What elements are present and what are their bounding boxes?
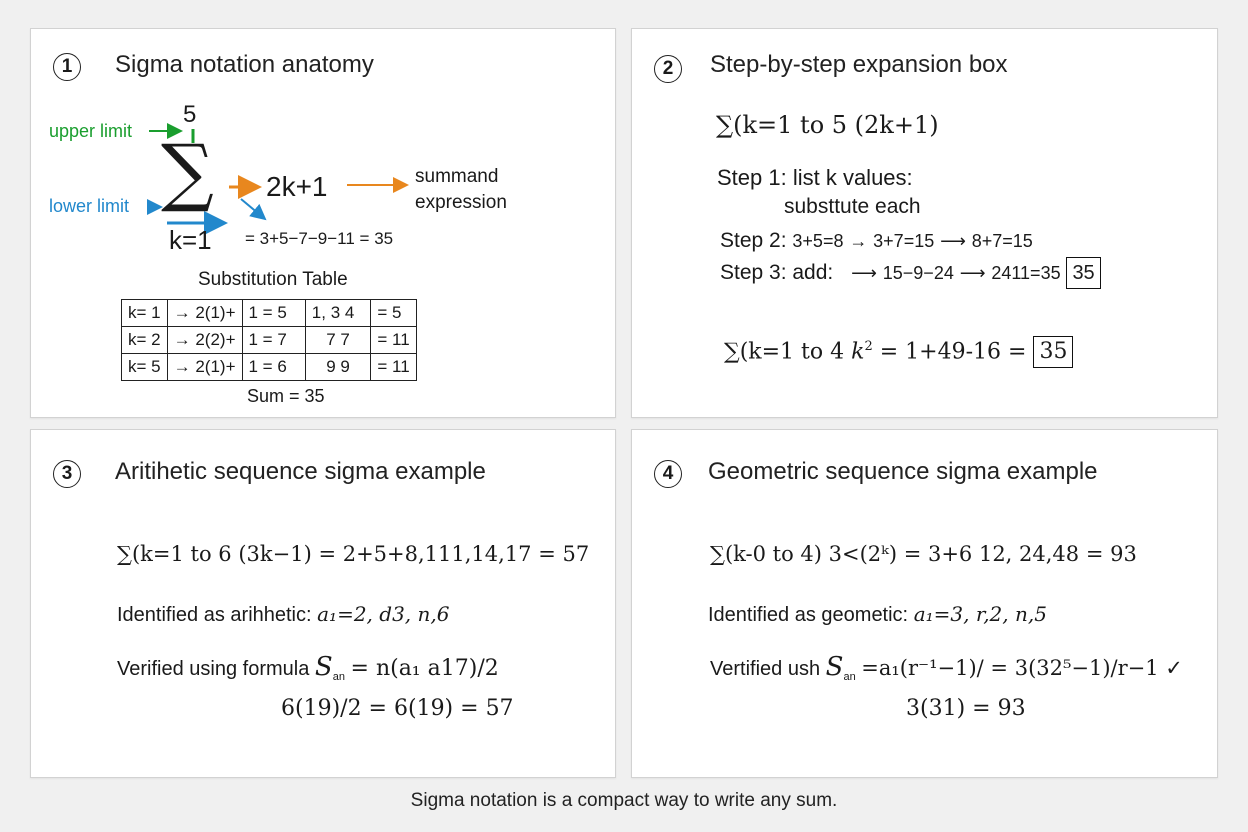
- expression-label: expression: [415, 192, 507, 213]
- panel-title: Aritihetic sequence sigma example: [115, 458, 486, 485]
- table-cell: = 11: [371, 327, 416, 354]
- panel-title: Sigma notation anatomy: [115, 51, 374, 78]
- upper-limit-label: upper limit: [49, 121, 133, 141]
- table-cell: k= 2: [122, 327, 168, 354]
- table-cell: 1 = 5: [242, 300, 305, 327]
- formula-subscript: an: [843, 671, 856, 683]
- table-cell: 1 = 6: [242, 354, 305, 381]
- sigma-line: ∑(k-0 to 4) 3<(2ᵏ) = 3+6 12, 24,48 = 93: [710, 542, 1137, 566]
- verified-row: [117, 652, 499, 683]
- step3-part-b: 2411=35: [991, 263, 1061, 283]
- step2-label: Step 2:: [720, 229, 787, 252]
- table-cell: → 2(1)+: [167, 354, 242, 381]
- lower-index: k=1: [169, 225, 212, 255]
- panel-title: Geometric sequence sigma example: [708, 458, 1098, 485]
- page-caption: Sigma notation is a compact way to write any sum.: [410, 790, 838, 811]
- step3-result-box: 35: [1066, 257, 1100, 289]
- table-title: Substitution Table: [198, 269, 348, 290]
- table-cell: k= 5: [122, 354, 168, 381]
- identified-row: [708, 602, 1047, 627]
- sigma-squares-prefix: ∑(k=1 to 4: [724, 339, 845, 365]
- identified-row: [117, 602, 449, 627]
- formula-body: =a₁(r⁻¹−1)/ = 3(32⁵−1)/r−1 ✓: [861, 656, 1183, 680]
- sigma-squares-result-box: 35: [1033, 336, 1073, 368]
- table-cell: = 5: [371, 300, 416, 327]
- panel-arithmetic-example: [30, 429, 616, 778]
- step2-part-a: 3+5=8: [792, 231, 844, 251]
- summand-expression: 2k+1: [266, 171, 328, 202]
- result-line: 3(31) = 93: [906, 696, 1026, 721]
- expansion-line: = 3+5−7−9−11 = 35: [245, 229, 394, 248]
- table-row: [122, 300, 417, 327]
- sigma-squares-expansion: = 1+49-16 =: [879, 339, 1027, 365]
- arrow-icon: →: [849, 231, 868, 251]
- result-line: 6(19)/2 = 6(19) = 57: [281, 696, 514, 721]
- step2-row: [720, 229, 1033, 253]
- table-sum: Sum = 35: [247, 386, 325, 406]
- table-row: [122, 354, 417, 381]
- sigma-line: ∑(k=1 to 6 (3k−1) = 2+5+8,111,14,17 = 57: [117, 542, 590, 566]
- lower-limit-label: lower limit: [49, 196, 130, 216]
- formula-body: = n(a₁ a17)/2: [350, 656, 499, 681]
- verified-text: Vertified ush: [710, 658, 821, 680]
- verified-text: Verified using formula: [117, 658, 310, 680]
- step3-part-a: 15−9−24: [882, 263, 954, 283]
- step1-subtext: substtute each: [784, 195, 921, 218]
- table-cell: k= 1: [122, 300, 168, 327]
- table-cell: 7 7: [305, 327, 371, 354]
- panel-geometric-example: [631, 429, 1218, 778]
- table-cell: 9 9: [305, 354, 371, 381]
- step3-row: [720, 257, 1101, 289]
- sigma-expression: ∑(k=1 to 5 (2k+1): [716, 111, 939, 139]
- table-row: [122, 327, 417, 354]
- table-cell: = 11: [371, 354, 416, 381]
- identified-text: Identified as arihhetic:: [117, 604, 312, 626]
- table-cell: 1, 3 4: [305, 300, 371, 327]
- panel-sigma-anatomy: [30, 28, 616, 418]
- long-arrow-icon: ⟶: [940, 231, 966, 251]
- panel-step-expansion: [631, 28, 1218, 418]
- verified-row: [710, 652, 1183, 683]
- step2-part-c: 8+7=15: [971, 231, 1033, 251]
- sigma-squares-row: [724, 331, 1073, 368]
- table-cell: 1 = 7: [242, 327, 305, 354]
- sigma-squares-exponent: 2: [864, 339, 873, 354]
- sigma-symbol: ∑: [161, 129, 214, 215]
- long-arrow-icon: ⟶: [959, 263, 986, 283]
- table-cell: → 2(1)+: [167, 300, 242, 327]
- identified-math: a₁=2, d3, n,6: [317, 602, 450, 626]
- summand-label: summand: [415, 166, 499, 187]
- upper-limit-value: 5: [183, 101, 197, 128]
- step1-text: Step 1: list k values:: [717, 165, 913, 190]
- panel-number-badge: 3: [53, 460, 81, 488]
- formula-symbol: S: [314, 652, 333, 682]
- step3-label: Step 3: add:: [720, 261, 834, 284]
- formula-subscript: an: [332, 671, 345, 683]
- panel-title: Step-by-step expansion box: [710, 51, 1008, 78]
- panel-number-badge: 1: [53, 53, 81, 81]
- sigma-squares-var: k: [851, 339, 865, 365]
- panel-number-badge: 2: [654, 55, 682, 83]
- identified-math: a₁=3, r,2, n,5: [913, 602, 1047, 626]
- long-arrow-icon: ⟶: [851, 263, 877, 283]
- expansion-arrow: [241, 199, 265, 219]
- panel-number-badge: 4: [654, 460, 682, 488]
- formula-symbol: S: [825, 652, 844, 682]
- table-cell: → 2(2)+: [167, 327, 242, 354]
- step2-part-b: 3+7=15: [873, 231, 935, 251]
- substitution-table: [121, 299, 417, 381]
- identified-text: Identified as geometic:: [708, 604, 909, 626]
